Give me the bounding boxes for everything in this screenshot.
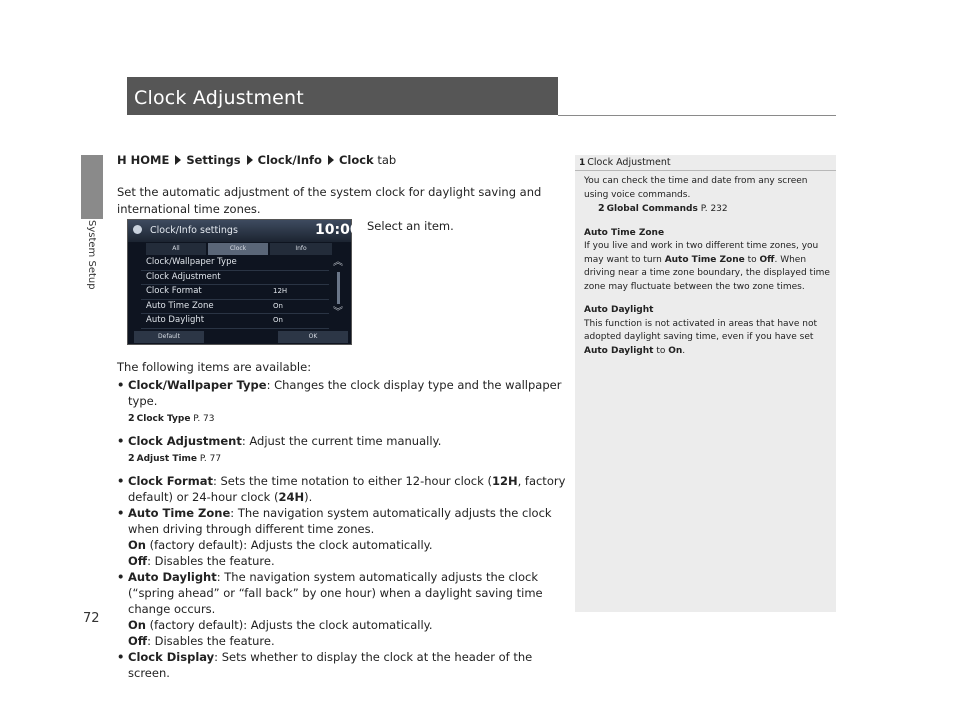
screen-tab-info[interactable]: Info (270, 243, 332, 255)
note-bold: Off (759, 254, 775, 265)
option-line (117, 537, 567, 553)
reference-title: Global Commands (606, 204, 698, 214)
reference-title: Clock Type (136, 414, 191, 424)
item-label: Clock Adjustment (128, 434, 242, 448)
item-label: Auto Time Zone (128, 506, 231, 520)
home-icon: H (117, 153, 127, 167)
note-text: . When driving near a time zone boundary, the displayed time zone may fluctuate between the two zone times. (584, 254, 830, 292)
note-marker-icon: 1 (579, 158, 586, 168)
breadcrumb-tab-word: tab (377, 153, 397, 167)
reference-title: Adjust Time (136, 454, 198, 464)
item-label: Clock/Wallpaper Type (128, 378, 267, 392)
screen-default-button[interactable]: Default (134, 331, 204, 343)
list-item (117, 377, 567, 409)
note-paragraph (584, 227, 830, 295)
screen-row-label: Auto Time Zone (146, 300, 214, 311)
screen-row-label: Clock Adjustment (146, 271, 221, 282)
note-text: You can check the time and date from any screen using voice commands. (584, 176, 808, 200)
item-text: : Changes the clock display type and the wallpaper type. (128, 378, 562, 408)
item-label: Clock Display (128, 650, 215, 664)
breadcrumb (117, 153, 396, 167)
item-value: 12H (491, 474, 518, 488)
cross-reference[interactable] (584, 204, 728, 214)
item-text: : Sets the time notation to either 12-hour clock ( (212, 474, 492, 488)
option-name: On (128, 538, 146, 552)
item-text: : Adjust the current time manually. (241, 434, 442, 448)
screen-scroll-controls (333, 258, 345, 322)
note-paragraph (584, 175, 830, 217)
screen-row-clock-wallpaper-type[interactable] (141, 256, 329, 271)
settings-gear-icon (133, 225, 142, 234)
arrow-right-icon (247, 155, 253, 165)
screen-ok-button[interactable]: OK (278, 331, 348, 343)
note-text: . (682, 345, 686, 356)
screen-row-auto-daylight[interactable] (141, 314, 329, 329)
list-item (117, 473, 567, 505)
breadcrumb-home: HOME (130, 153, 170, 167)
reference-arrow-icon: 2 (128, 413, 135, 424)
note-text: This function is not activated in areas that have not adopted daylight saving time, even if you have set (584, 318, 818, 342)
screen-row-value: On (273, 316, 283, 324)
item-text: : The navigation system automatically adjusts the clock (“spring ahead” or “fall back” by one hour) when a daylight saving time change occurs. (128, 570, 543, 616)
arrow-right-icon (328, 155, 334, 165)
screen-menu-list (141, 256, 329, 329)
reference-page: P. 77 (197, 454, 222, 464)
list-item (117, 569, 567, 617)
screen-row-clock-format[interactable] (141, 285, 329, 300)
breadcrumb-clock-info: Clock/Info (257, 153, 322, 167)
option-line (117, 553, 567, 569)
reference-page: P. 73 (190, 414, 215, 424)
title-divider (558, 115, 836, 116)
reference-page: P. 232 (697, 204, 728, 214)
note-text: to (653, 345, 669, 356)
item-value: 24H (278, 490, 305, 504)
option-text: : Disables the feature. (147, 634, 275, 648)
list-item (117, 505, 567, 537)
note-subheading: Auto Daylight (584, 305, 654, 315)
side-note-title: Clock Adjustment (587, 157, 671, 168)
screen-row-label: Clock Format (146, 286, 202, 296)
items-list (117, 377, 567, 681)
item-label: Auto Daylight (128, 570, 217, 584)
item-text: : Sets whether to display the clock at the header of the screen. (128, 650, 533, 680)
list-item (117, 433, 567, 449)
side-note-body (584, 175, 830, 368)
reference-arrow-icon: 2 (128, 453, 135, 464)
side-note-header (579, 157, 671, 168)
note-bold: Auto Time Zone (664, 254, 745, 265)
screen-scrollbar[interactable] (337, 272, 340, 304)
note-bold: Auto Daylight (584, 345, 654, 356)
section-side-label: System Setup (86, 220, 97, 290)
option-name: Off (128, 554, 148, 568)
option-text: : Disables the feature. (147, 554, 275, 568)
option-name: On (128, 618, 146, 632)
item-text: , factory default) or 24-hour clock ( (128, 474, 566, 504)
screen-row-label: Auto Daylight (146, 315, 205, 325)
item-text: ). (304, 490, 313, 504)
note-text: If you live and work in two different time zones, you may want to turn (584, 241, 819, 265)
page-title: Clock Adjustment (134, 87, 304, 109)
note-paragraph (584, 304, 830, 358)
option-line (117, 633, 567, 649)
option-text: (factory default): Adjusts the clock automatically. (145, 618, 433, 632)
nav-screen-illustration (127, 219, 360, 345)
screen-row-auto-time-zone[interactable] (141, 300, 329, 315)
breadcrumb-clock: Clock (338, 153, 374, 167)
intro-text: Set the automatic adjustment of the system clock for daylight saving and international time zones. (117, 185, 542, 216)
breadcrumb-settings: Settings (186, 153, 241, 167)
page-number: 72 (83, 611, 100, 626)
cross-reference[interactable] (117, 451, 567, 467)
chevron-double-down-icon[interactable]: ︾ (333, 307, 343, 318)
screen-header (128, 220, 360, 242)
side-note-divider (575, 170, 836, 171)
screen-row-value: 12H (273, 287, 288, 295)
note-subheading: Auto Time Zone (584, 227, 665, 238)
item-label: Clock Format (128, 474, 213, 488)
item-text: : The navigation system automatically adjusts the clock when driving through different time zones. (128, 506, 552, 536)
cross-reference[interactable] (117, 411, 567, 427)
screen-clock: 10:00 (315, 222, 360, 238)
option-name: Off (128, 634, 148, 648)
screen-tab-clock[interactable]: Clock (208, 243, 268, 255)
option-line (117, 617, 567, 633)
list-item (117, 649, 567, 681)
note-bold: On (668, 345, 683, 356)
arrow-right-icon (175, 155, 181, 165)
note-text: to (744, 254, 760, 265)
chevron-double-up-icon[interactable]: ︽ (333, 257, 343, 268)
screen-row-value: On (273, 301, 283, 310)
section-tab-marker (81, 155, 103, 219)
screen-tab-all[interactable]: All (146, 243, 206, 255)
screen-tabs (146, 243, 332, 255)
select-item-instruction: Select an item. (367, 219, 454, 233)
screen-row-label: Clock/Wallpaper Type (146, 257, 237, 267)
screen-row-clock-adjustment[interactable] (141, 271, 329, 286)
items-intro: The following items are available: (117, 360, 312, 374)
reference-arrow-icon: 2 (598, 203, 605, 214)
option-text: (factory default): Adjusts the clock automatically. (145, 538, 433, 552)
screen-title: Clock/Info settings (150, 225, 238, 236)
